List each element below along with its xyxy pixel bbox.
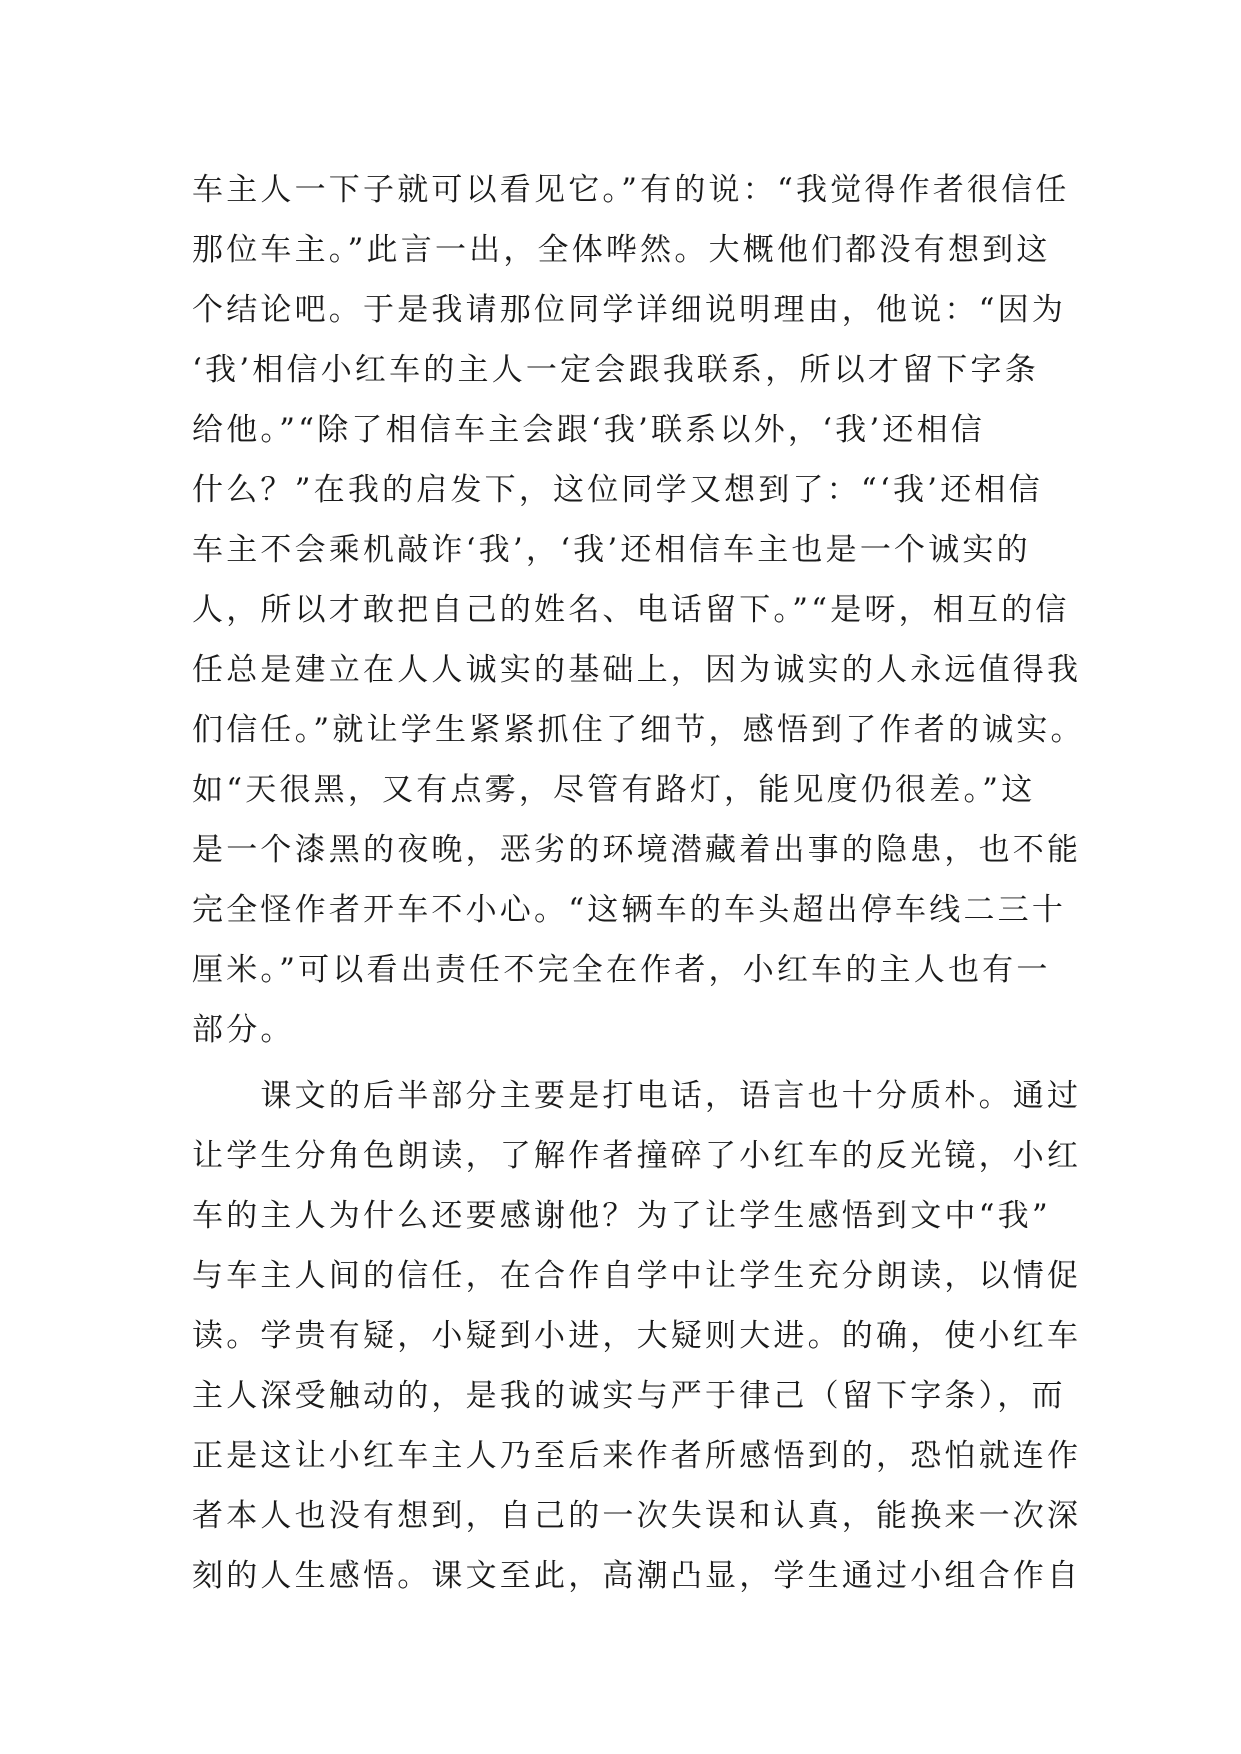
text-line: 任总是建立在人人诚实的基础上，因为诚实的人永远值得我	[192, 652, 1082, 688]
text-line: 是一个漆黑的夜晚，恶劣的环境潜藏着出事的隐患，也不能	[192, 832, 1082, 868]
text-line: ‘我’相信小红车的主人一定会跟我联系，所以才留下字条	[192, 352, 1039, 388]
text-line: 课文的后半部分主要是打电话，语言也十分质朴。通过	[192, 1078, 1082, 1114]
text-line: 们信任。”就让学生紧紧抓住了细节，感悟到了作者的诚实。	[192, 712, 1085, 748]
text-line: 部分。	[192, 1012, 295, 1048]
text-line: 车主人一下子就可以看见它。”有的说：“我觉得作者很信任	[192, 172, 1070, 208]
text-line: 刻的人生感悟。课文至此，高潮凸显，学生通过小组合作自	[192, 1558, 1082, 1594]
text-line: 人，所以才敢把自己的姓名、电话留下。”“是呀，相互的信	[192, 592, 1070, 628]
text-line: 正是这让小红车主人乃至后来作者所感悟到的，恐怕就连作	[192, 1438, 1082, 1474]
text-line: 那位车主。”此言一出，全体哗然。大概他们都没有想到这	[192, 232, 1051, 268]
text-line: 完全怪作者开车不小心。“这辆车的车头超出停车线二三十	[192, 892, 1067, 928]
text-line: 厘米。”可以看出责任不完全在作者，小红车的主人也有一	[192, 952, 1051, 988]
text-line: 如“天很黑，又有点雾，尽管有路灯，能见度仍很差。”这	[192, 772, 1036, 808]
text-line: 让学生分角色朗读，了解作者撞碎了小红车的反光镜，小红	[192, 1138, 1082, 1174]
body-text	[192, 160, 1085, 1606]
text-line: 车的主人为什么还要感谢他？为了让学生感悟到文中“我”	[192, 1198, 1051, 1234]
text-line: 什么？”在我的启发下，这位同学又想到了：“‘我’还相信	[192, 472, 1043, 508]
text-line: 者本人也没有想到，自己的一次失误和认真，能换来一次深	[192, 1498, 1082, 1534]
text-line: 给他。”“除了相信车主会跟‘我’联系以外，‘我’还相信	[192, 412, 986, 448]
text-line: 读。学贵有疑，小疑到小进，大疑则大进。的确，使小红车	[192, 1318, 1082, 1354]
paragraph-2	[192, 1066, 1082, 1606]
text-line: 车主不会乘机敲诈‘我’，‘我’还相信车主也是一个诚实的	[192, 532, 1031, 568]
text-line: 个结论吧。于是我请那位同学详细说明理由，他说：“因为	[192, 292, 1067, 328]
text-line: 主人深受触动的，是我的诚实与严于律己（留下字条），而	[192, 1378, 1066, 1414]
text-line: 与车主人间的信任，在合作自学中让学生充分朗读，以情促	[192, 1258, 1082, 1294]
paragraph-1	[192, 160, 1085, 1060]
